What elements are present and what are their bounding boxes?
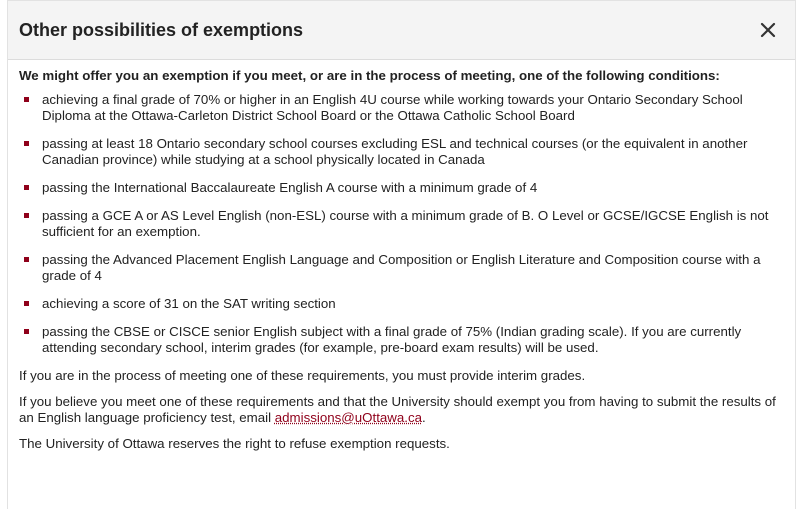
email-note-end: . — [422, 410, 426, 425]
condition-text: passing the CBSE or CISCE senior English subject with a final grade of 75% (Indian grading scale). If you are currently attending secondary school, interim grades (for example, pre-board exam results) will be used. — [42, 324, 742, 355]
bullet-square-icon — [24, 213, 29, 218]
list-item — [19, 296, 785, 312]
bullet-square-icon — [24, 141, 29, 146]
list-item — [19, 324, 785, 356]
conditions-list — [19, 92, 785, 356]
refuse-note: The University of Ottawa reserves the right to refuse exemption requests. — [19, 436, 450, 451]
condition-text: passing at least 18 Ontario secondary school courses excluding ESL and technical courses (or the equivalent in another Canadian province) while studying at a school physically located in Canada — [42, 136, 748, 167]
admissions-email-link[interactable]: admissions@uOttawa.ca — [274, 410, 423, 425]
email-note — [19, 394, 785, 426]
bullet-square-icon — [24, 329, 29, 334]
condition-text: passing a GCE A or AS Level English (non-ESL) course with a minimum grade of B. O Level or GCSE/IGCSE English is not sufficient for an exemption. — [42, 208, 769, 239]
interim-grades-note: If you are in the process of meeting one of these requirements, you must provide interim grades. — [19, 368, 586, 383]
list-item — [19, 180, 785, 196]
bullet-square-icon — [24, 301, 29, 306]
email-note-text: If you believe you meet one of these requirements and that the University should exempt you from having to submit the results of an English language proficiency test, email — [19, 394, 776, 425]
list-item — [19, 252, 785, 284]
panel-header[interactable] — [8, 0, 795, 60]
bullet-square-icon — [24, 97, 29, 102]
condition-text: achieving a final grade of 70% or higher in an English 4U course while working towards your Ontario Secondary School Diploma at the Ottawa-Carleton District School Board or the Ottawa Catholic School Board — [42, 92, 743, 123]
close-button[interactable] — [755, 17, 781, 43]
list-item — [19, 208, 785, 240]
exemptions-panel — [7, 0, 796, 509]
close-icon[interactable] — [760, 22, 776, 38]
condition-text: passing the Advanced Placement English Language and Composition or English Literature and Composition course with a grade of 4 — [42, 252, 761, 283]
panel-body — [8, 60, 795, 452]
intro-text: We might offer you an exemption if you meet, or are in the process of meeting, one of the following conditions: — [19, 68, 720, 83]
list-item — [19, 92, 785, 124]
panel-title: Other possibilities of exemptions — [19, 19, 304, 40]
condition-text: achieving a score of 31 on the SAT writing section — [42, 296, 336, 311]
list-item — [19, 136, 785, 168]
condition-text: passing the International Baccalaureate English A course with a minimum grade of 4 — [42, 180, 538, 195]
bullet-square-icon — [24, 185, 29, 190]
bullet-square-icon — [24, 257, 29, 262]
